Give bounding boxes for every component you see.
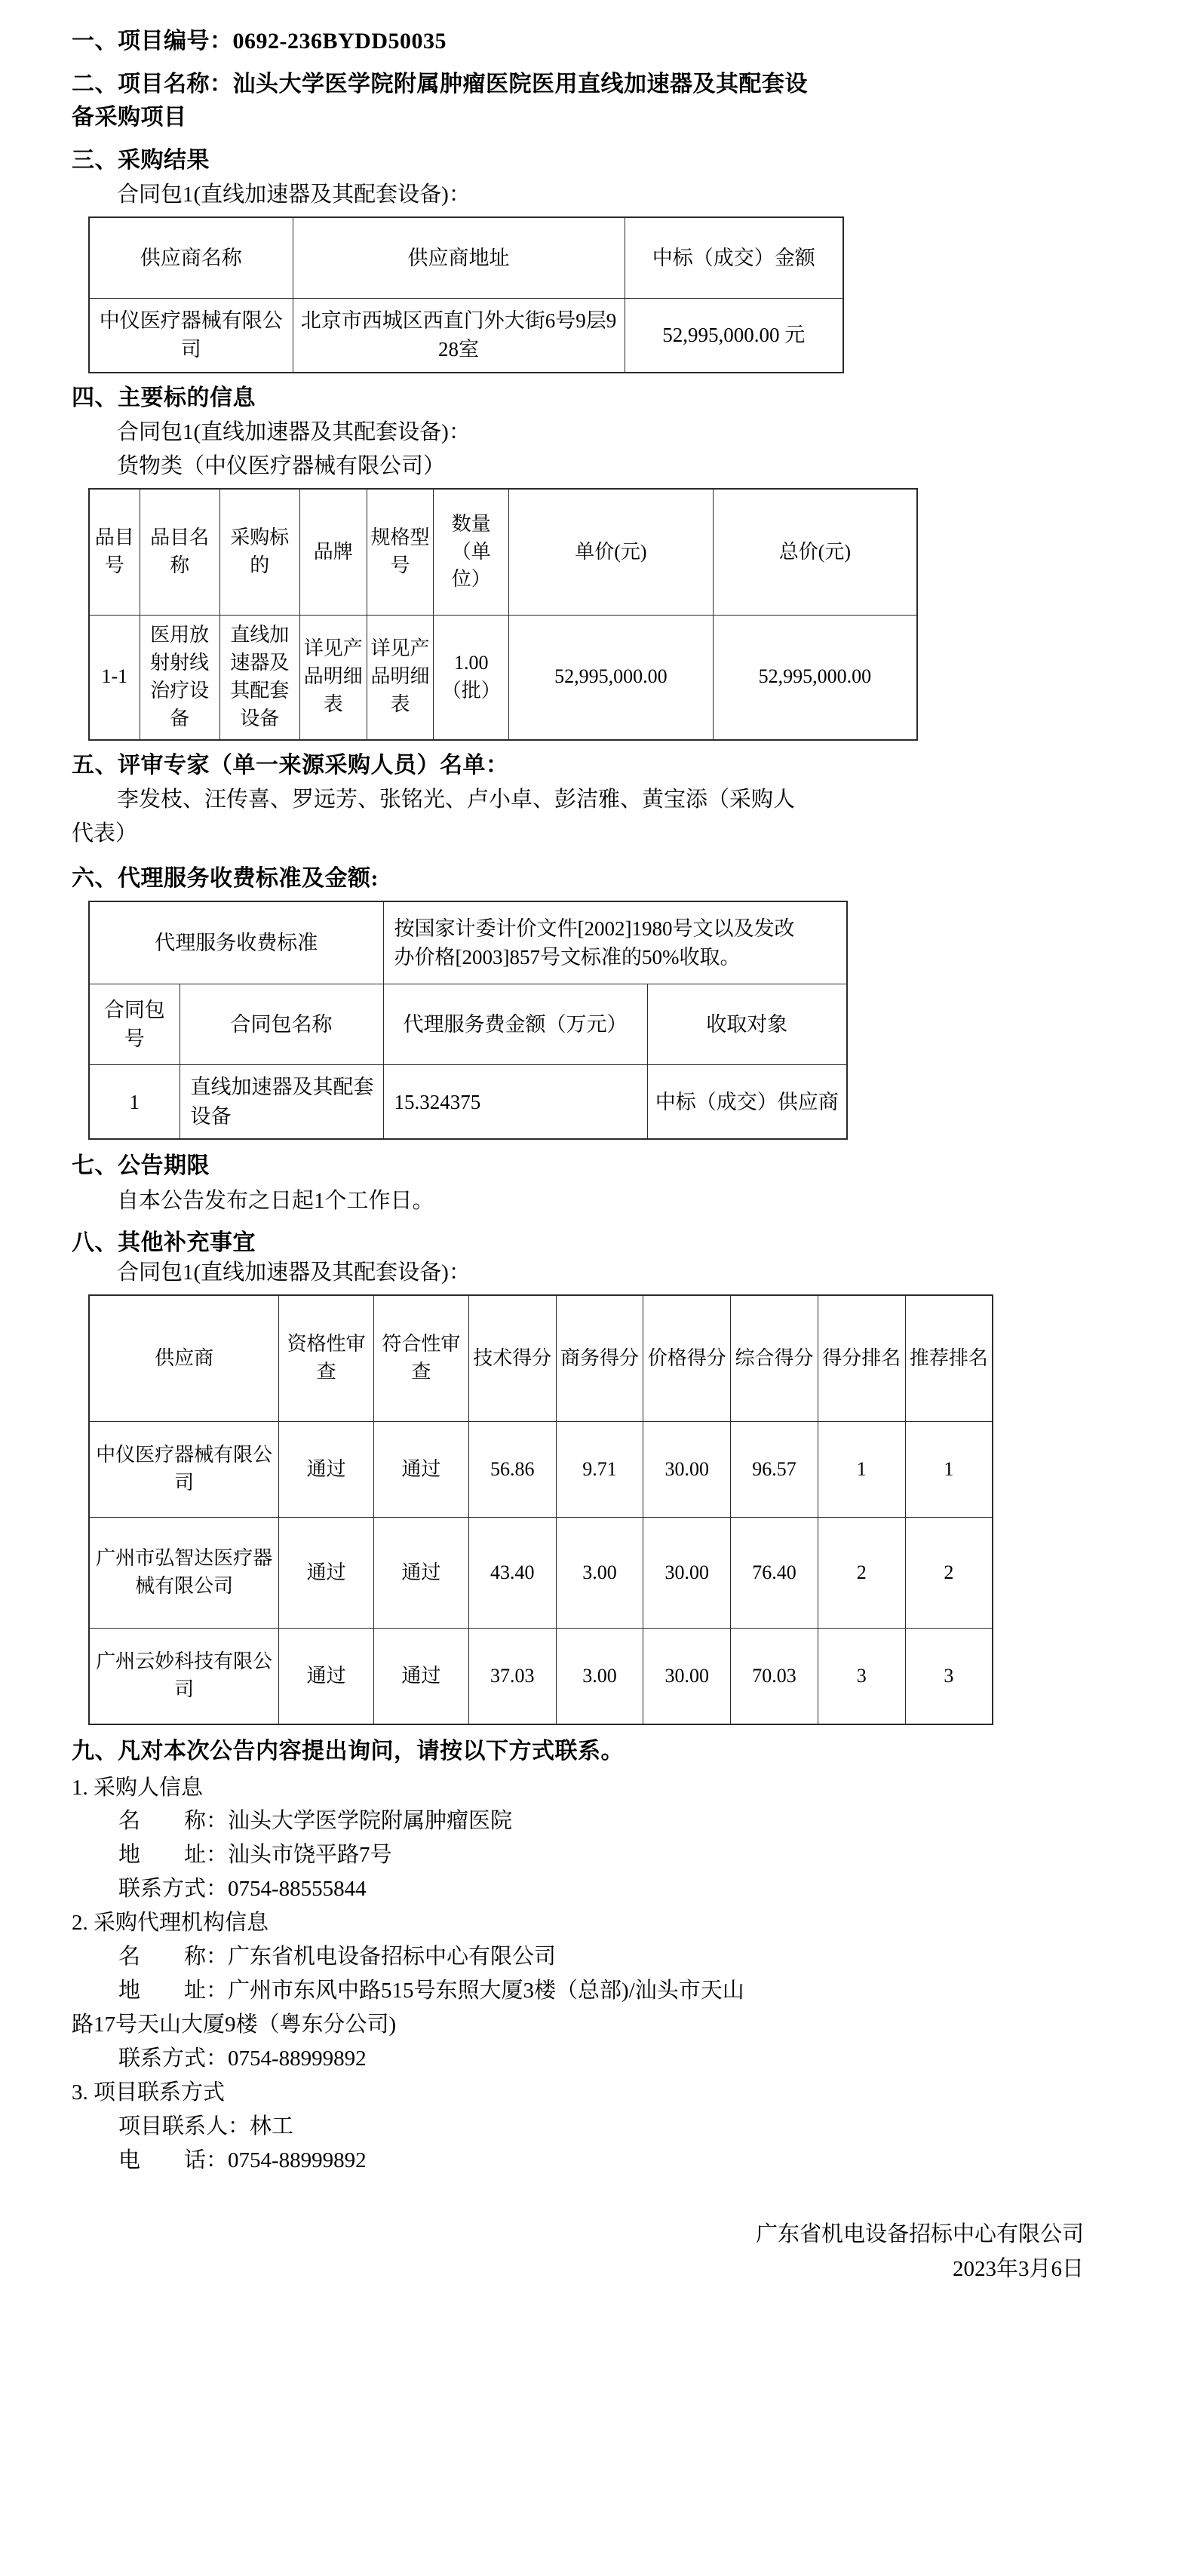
project-contact-person-label: 项目联系人：: [118, 2114, 250, 2138]
cell-fee-payer: 中标（成交）供应商: [647, 1065, 847, 1139]
agency-tel-row: [72, 2042, 1125, 2076]
col-agency-fee-amount: 代理服务费金额（万元）: [383, 984, 647, 1065]
cell-package-name: 直线加速器及其配套设备: [180, 1065, 383, 1139]
project-contact-person-value: 林工: [250, 2114, 294, 2138]
buyer-tel-label: 联系方式：: [118, 1877, 229, 1902]
section-project-number-heading: 一、项目编号：0692-236BYDD50035: [72, 29, 447, 54]
cell-package-no: 1: [89, 1065, 180, 1139]
cell-business-score: 3.00: [556, 1629, 643, 1725]
section-subject-info-heading: 四、主要标的信息: [72, 385, 256, 410]
col-unit-price: 单价(元): [509, 489, 714, 616]
col-model: 规格型号: [367, 489, 434, 616]
cell-overall-score: 70.03: [731, 1629, 818, 1725]
col-price-score: 价格得分: [643, 1295, 731, 1422]
col-recommend-rank: 推荐排名: [905, 1295, 993, 1422]
buyer-address-value: 汕头市饶平路7号: [228, 1843, 392, 1868]
fee-standard-line2: 办价格[2003]857号文标准的50%收取。: [394, 946, 741, 969]
project-contact-title: 3. 项目联系方式: [72, 2080, 226, 2105]
col-supplier-address: 供应商地址: [293, 217, 625, 299]
table-header-row: [89, 217, 843, 299]
buyer-name-row: [72, 1804, 1125, 1838]
table-row: [89, 1629, 993, 1725]
project-contact-tel-label: 电 话：: [118, 2148, 229, 2172]
cell-unit-price: 52,995,000.00: [509, 615, 714, 739]
col-brand: 品牌: [299, 489, 367, 616]
table-header-row: [89, 1295, 993, 1422]
evaluation-score-table-wrapper: [72, 1294, 1125, 1725]
cell-score-rank: 3: [818, 1629, 905, 1725]
cell-business-score: 3.00: [556, 1518, 643, 1629]
cell-technical-score: 37.03: [468, 1629, 556, 1725]
cell-supplier: 广州市弘智达医疗器械有限公司: [89, 1518, 279, 1629]
cell-item-no: 1-1: [89, 615, 140, 739]
value-fee-standard: [383, 901, 847, 984]
col-business-score: 商务得分: [556, 1295, 643, 1422]
col-award-amount: 中标（成交）金额: [625, 217, 843, 299]
result-package-label: 合同包1(直线加速器及其配套设备)：: [117, 183, 471, 207]
col-technical-score: 技术得分: [468, 1295, 556, 1422]
agency-address-label: 地 址：: [118, 1979, 229, 2003]
subject-package-label: 合同包1(直线加速器及其配套设备)：: [117, 420, 471, 445]
cell-overall-score: 96.57: [731, 1422, 818, 1518]
col-fee-payer: 收取对象: [647, 984, 847, 1065]
col-item-no: 品目号: [89, 489, 140, 616]
cell-compliance-review: 通过: [374, 1629, 469, 1725]
agency-name-row: [72, 1940, 1125, 1974]
cell-recommend-rank: 3: [905, 1629, 993, 1725]
agency-name-value: 广东省机电设备招标中心有限公司: [228, 1945, 557, 1970]
cell-business-score: 9.71: [556, 1422, 643, 1518]
agency-tel-value: 0754-88999892: [228, 2046, 367, 2071]
col-purchase-subject: 采购标的: [219, 489, 299, 616]
agency-address-row-line1: [72, 1974, 1125, 2008]
buyer-tel-value: 0754-88555844: [228, 1877, 367, 1902]
evaluation-score-table: [88, 1294, 993, 1725]
cell-overall-score: 76.40: [731, 1518, 818, 1629]
table-row: [89, 1065, 847, 1139]
cell-quantity: 1.00（批）: [434, 615, 509, 739]
section-result-heading: 三、采购结果: [72, 147, 210, 173]
cell-technical-score: 43.40: [468, 1518, 556, 1629]
col-compliance-review: 符合性审查: [374, 1295, 469, 1422]
table-header-row: [89, 489, 917, 616]
col-supplier: 供应商: [89, 1295, 279, 1422]
col-overall-score: 综合得分: [731, 1295, 818, 1422]
section-notice-period-heading: 七、公告期限: [72, 1153, 210, 1179]
item-detail-table: [88, 488, 918, 741]
section-experts-heading: 五、评审专家（单一来源采购人员）名单：: [72, 752, 509, 778]
cell-supplier-address: 北京市西城区西直门外大街6号9层928室: [293, 298, 625, 372]
notice-period-text: 自本公告发布之日起1个工作日。: [117, 1188, 434, 1213]
buyer-tel-row: [72, 1872, 1125, 1906]
buyer-address-row: [72, 1838, 1125, 1872]
buyer-name-value: 汕头大学医学院附属肿瘤医院: [228, 1809, 513, 1834]
cell-price-score: 30.00: [643, 1518, 731, 1629]
item-detail-table-wrapper: [72, 488, 1125, 741]
agency-fee-table: [88, 901, 848, 1140]
cell-supplier-name: 中仪医疗器械有限公司: [89, 298, 293, 372]
award-result-table-wrapper: [72, 216, 1125, 373]
section-project-name-heading-line1: 二、项目名称：汕头大学医学院附属肿瘤医院医用直线加速器及其配套设: [72, 71, 808, 97]
cell-item-name: 医用放射射线治疗设备: [140, 615, 219, 739]
agency-address-value-line1: 广州市东风中路515号东照大厦3楼（总部)/汕头市天山: [228, 1979, 744, 2003]
col-package-name: 合同包名称: [180, 984, 383, 1065]
cell-price-score: 30.00: [643, 1422, 731, 1518]
label-fee-standard: 代理服务收费标准: [89, 901, 383, 984]
cell-brand: 详见产品明细表: [299, 615, 367, 739]
cell-technical-score: 56.86: [468, 1422, 556, 1518]
experts-names-line1: 李发枝、汪传喜、罗远芳、张铭光、卢小卓、彭洁雅、黄宝添（采购人: [117, 788, 796, 812]
col-supplier-name: 供应商名称: [89, 217, 293, 299]
agency-tel-label: 联系方式：: [118, 2046, 229, 2071]
table-header-row: [89, 984, 847, 1065]
buyer-name-label: 名 称：: [118, 1809, 229, 1834]
cell-award-amount: 52,995,000.00 元: [625, 298, 843, 372]
cell-score-rank: 1: [818, 1422, 905, 1518]
signature-organization: 广东省机电设备招标中心有限公司: [755, 2221, 1084, 2246]
buyer-info-title: 1. 采购人信息: [72, 1775, 204, 1800]
table-row: [89, 298, 843, 372]
col-score-rank: 得分排名: [818, 1295, 905, 1422]
cell-agency-fee-amount: 15.324375: [383, 1065, 647, 1139]
award-result-table: [88, 216, 844, 373]
col-package-no: 合同包号: [89, 984, 180, 1065]
agency-info-title: 2. 采购代理机构信息: [72, 1911, 269, 1936]
section-agency-fee-heading: 六、代理服务收费标准及金额:: [72, 865, 379, 891]
section-other-matters-heading: 八、其他补充事宜: [72, 1230, 256, 1255]
cell-model: 详见产品明细表: [367, 615, 434, 739]
cell-qualification-review: 通过: [279, 1629, 374, 1725]
col-item-name: 品目名称: [140, 489, 219, 616]
agency-address-value-line2: 路17号天山大厦9楼（粤东分公司): [72, 2013, 397, 2037]
project-contact-tel-value: 0754-88999892: [228, 2148, 367, 2172]
cell-price-score: 30.00: [643, 1629, 731, 1725]
subject-category-label: 货物类（中仪医疗器械有限公司）: [117, 454, 446, 479]
cell-compliance-review: 通过: [374, 1422, 469, 1518]
signature-block: [72, 2217, 1125, 2287]
table-row-fee-standard: [89, 901, 847, 984]
cell-supplier: 中仪医疗器械有限公司: [89, 1422, 279, 1518]
table-row: [89, 615, 917, 739]
cell-recommend-rank: 1: [905, 1422, 993, 1518]
cell-total-price: 52,995,000.00: [713, 615, 917, 739]
buyer-address-label: 地 址：: [118, 1843, 229, 1868]
cell-supplier: 广州云妙科技有限公司: [89, 1629, 279, 1725]
project-contact-tel-row: [72, 2144, 1125, 2178]
col-quantity: 数量（单位）: [434, 489, 509, 616]
cell-score-rank: 2: [818, 1518, 905, 1629]
other-matters-package-label: 合同包1(直线加速器及其配套设备)：: [117, 1260, 471, 1285]
agency-address-row-line2: [72, 2008, 1125, 2042]
col-qualification-review: 资格性审查: [279, 1295, 374, 1422]
agency-fee-table-wrapper: [72, 901, 1125, 1140]
cell-purchase-subject: 直线加速器及其配套设备: [219, 615, 299, 739]
project-contact-person-row: [72, 2110, 1125, 2144]
section-contact-heading: 九、凡对本次公告内容提出询问，请按以下方式联系。: [72, 1739, 624, 1764]
signature-date: 2023年3月6日: [952, 2257, 1084, 2282]
col-total-price: 总价(元): [713, 489, 917, 616]
experts-names-line2: 代表）: [72, 821, 138, 846]
agency-name-label: 名 称：: [118, 1945, 229, 1970]
table-row: [89, 1518, 993, 1629]
fee-standard-line1: 按国家计委计价文件[2002]1980号文以及发改: [394, 917, 795, 941]
cell-qualification-review: 通过: [279, 1422, 374, 1518]
table-row: [89, 1422, 993, 1518]
section-project-name-heading-line2: 备采购项目: [72, 105, 187, 130]
cell-recommend-rank: 2: [905, 1518, 993, 1629]
cell-compliance-review: 通过: [374, 1518, 469, 1629]
cell-qualification-review: 通过: [279, 1518, 374, 1629]
